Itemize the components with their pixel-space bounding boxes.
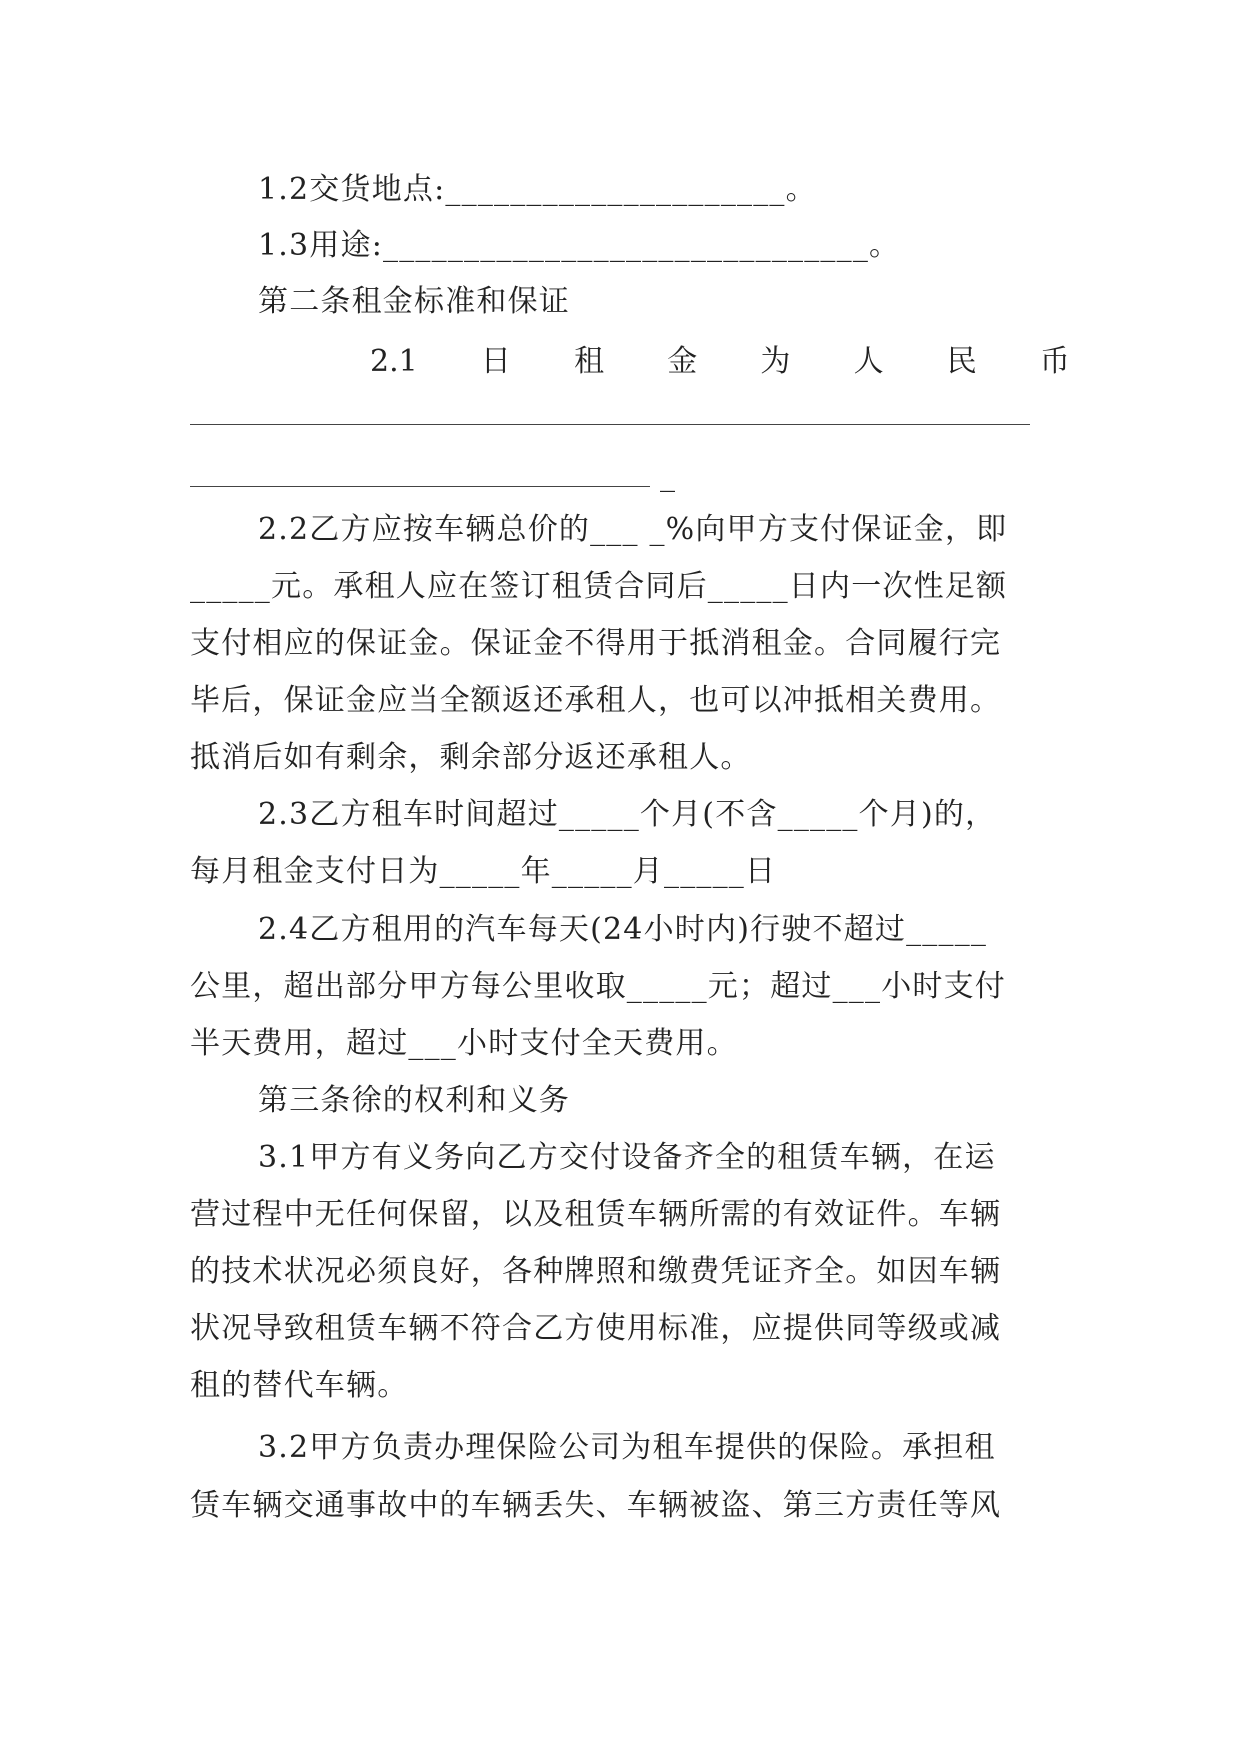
clause-2-3-line: 每月租金支付日为_____年_____月_____日	[190, 854, 777, 889]
clause-2-2-line: 支付相应的保证金。保证金不得用于抵消租金。合同履行完	[190, 626, 1002, 661]
clause-3-1-line: 租的替代车辆。	[190, 1368, 409, 1403]
clause-2-1-char: 人	[853, 344, 884, 379]
clause-2-2-line: 毕后，保证金应当全额返还承租人，也可以冲抵相关费用。	[190, 683, 1002, 718]
clause-3-1-line: 3.1甲方有义务向乙方交付设备齐全的租赁车辆，在运	[258, 1140, 996, 1175]
clause-2-1-char: 日	[480, 344, 511, 379]
clause-2-2-line: 2.2乙方应按车辆总价的___ _%向甲方支付保证金，即	[258, 512, 1008, 547]
clause-2-4-line: 公里，超出部分甲方每公里收取_____元；超过___小时支付	[190, 969, 1006, 1004]
clause-2-4-line: 半天费用，超过___小时支付全天费用。	[190, 1026, 738, 1061]
clause-3-1-line: 状况导致租赁车辆不符合乙方使用标准，应提供同等级或减	[190, 1311, 1002, 1346]
clause-2-4-line: 2.4乙方租用的汽车每天(24小时内)行驶不超过_____	[258, 912, 988, 947]
clause-2-1-char: 币	[1039, 344, 1070, 379]
clause-2-2-line: _____元。承租人应在签订租赁合同后_____日内一次性足额	[190, 569, 1008, 604]
clause-2-2-line: 抵消后如有剩余，剩余部分返还承租人。	[190, 740, 752, 775]
clause-1-2-delivery-location: 1.2交货地点:_____________________。	[258, 172, 817, 207]
clause-2-1-char: 民	[946, 344, 977, 379]
clause-2-3-line: 2.3乙方租车时间超过_____个月(不含_____个月)的，	[258, 797, 997, 832]
blank-underline	[190, 486, 650, 487]
clause-1-3-purpose: 1.3用途:______________________________。	[258, 228, 901, 263]
clause-2-1-number: 2.1	[370, 344, 418, 379]
article-2-heading: 第二条租金标准和保证	[258, 284, 570, 319]
clause-3-2-line: 赁车辆交通事故中的车辆丢失、车辆被盗、第三方责任等风	[190, 1488, 1002, 1523]
blank-underline	[190, 424, 1030, 425]
trailing-underscore: _	[660, 458, 677, 493]
clause-3-1-line: 的技术状况必须良好，各种牌照和缴费凭证齐全。如因车辆	[190, 1254, 1002, 1289]
article-3-heading: 第三条徐的权利和义务	[258, 1083, 570, 1118]
clause-2-1-char: 租	[574, 344, 605, 379]
clause-2-1-daily-rent	[370, 342, 1070, 382]
clause-3-1-line: 营过程中无任何保留，以及租赁车辆所需的有效证件。车辆	[190, 1197, 1002, 1232]
clause-2-1-char: 金	[667, 344, 698, 379]
clause-3-2-line: 3.2甲方负责办理保险公司为租车提供的保险。承担租	[258, 1430, 996, 1465]
clause-2-1-char: 为	[760, 344, 791, 379]
